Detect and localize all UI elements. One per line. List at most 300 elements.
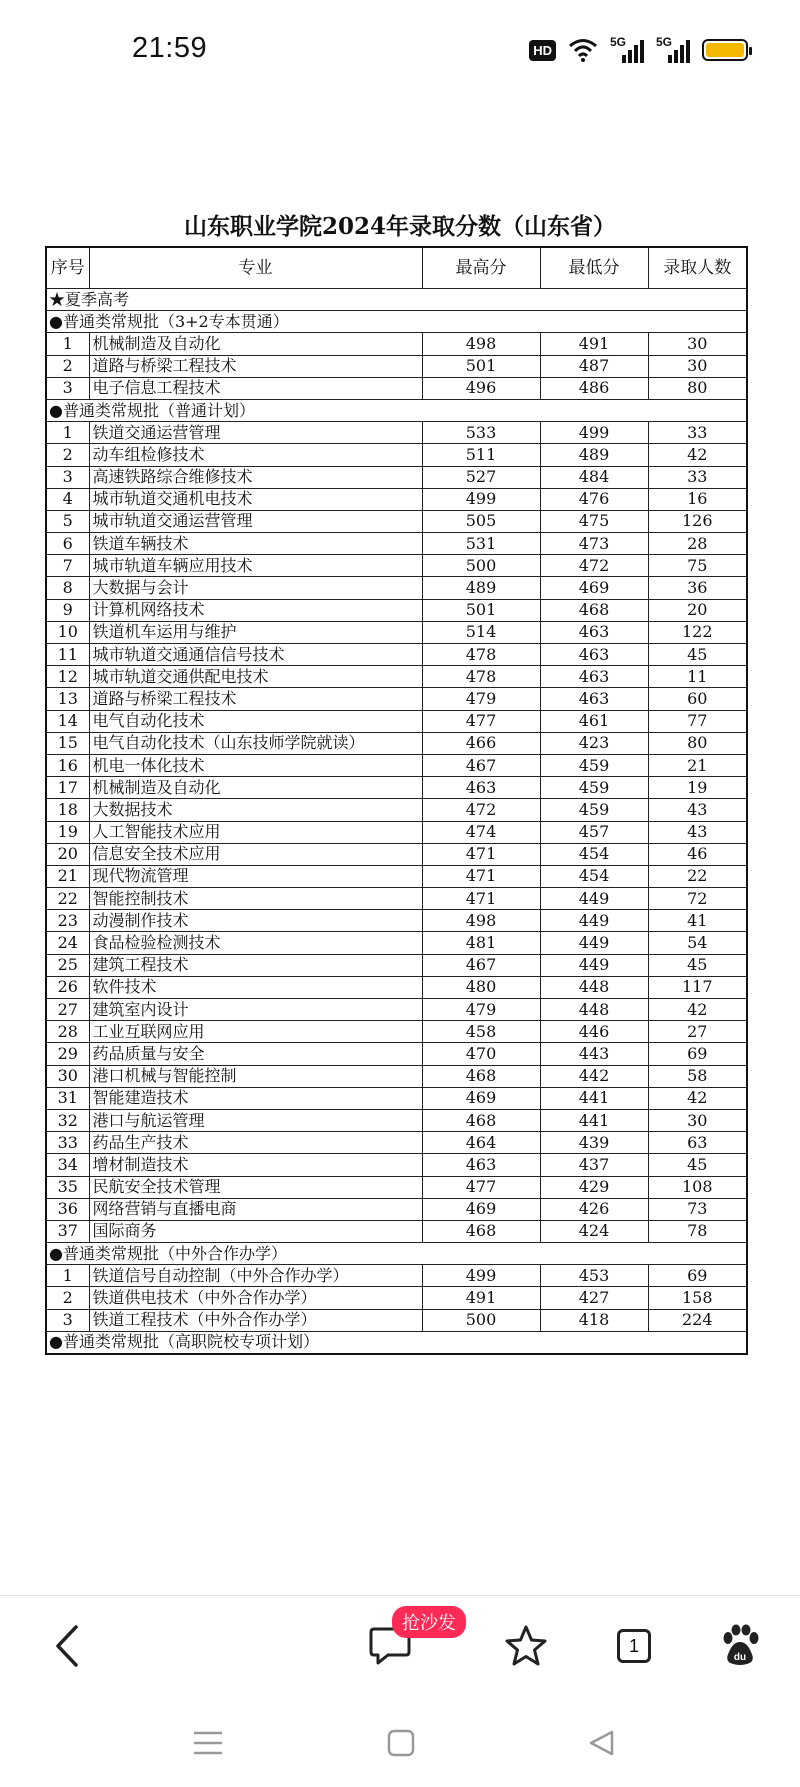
- cell-admit-count: 28: [648, 533, 747, 555]
- cell-admit-count: 122: [648, 621, 747, 643]
- cell-seq: 1: [46, 1265, 89, 1287]
- cell-major: 铁道供电技术（中外合作办学）: [89, 1287, 422, 1309]
- cell-max-score: 500: [422, 555, 540, 577]
- cell-major: 动漫制作技术: [89, 910, 422, 932]
- cell-admit-count: 42: [648, 1087, 747, 1109]
- cell-max-score: 471: [422, 843, 540, 865]
- table-row: [46, 799, 747, 821]
- cell-max-score: 499: [422, 1265, 540, 1287]
- table-row: [46, 533, 747, 555]
- cell-major: 网络营销与直播电商: [89, 1198, 422, 1220]
- table-row: [46, 1265, 747, 1287]
- home-button[interactable]: [386, 1728, 416, 1758]
- cell-seq: 3: [46, 377, 89, 399]
- cell-seq: 3: [46, 466, 89, 488]
- cell-min-score: 418: [540, 1309, 648, 1331]
- menu-icon: [190, 1728, 226, 1758]
- cell-admit-count: 20: [648, 599, 747, 621]
- cell-max-score: 531: [422, 533, 540, 555]
- table-row: [46, 444, 747, 466]
- cell-min-score: 484: [540, 466, 648, 488]
- cell-major: 大数据技术: [89, 799, 422, 821]
- cell-max-score: 469: [422, 1087, 540, 1109]
- table-row: [46, 422, 747, 444]
- cell-major: 城市轨道交通通信信号技术: [89, 644, 422, 666]
- cell-max-score: 466: [422, 732, 540, 754]
- cell-max-score: 480: [422, 976, 540, 998]
- cell-min-score: 463: [540, 644, 648, 666]
- cell-seq: 21: [46, 865, 89, 887]
- cell-major: 高速铁路综合维修技术: [89, 466, 422, 488]
- cell-admit-count: 75: [648, 555, 747, 577]
- table-row: [46, 843, 747, 865]
- cell-seq: 10: [46, 621, 89, 643]
- cell-seq: 12: [46, 666, 89, 688]
- cell-major: 民航安全技术管理: [89, 1176, 422, 1198]
- cell-admit-count: 43: [648, 821, 747, 843]
- cell-seq: 6: [46, 533, 89, 555]
- cell-seq: 5: [46, 510, 89, 532]
- cell-admit-count: 58: [648, 1065, 747, 1087]
- table-row: [46, 577, 747, 599]
- cell-min-score: 426: [540, 1198, 648, 1220]
- cell-seq: 8: [46, 577, 89, 599]
- cell-seq: 32: [46, 1109, 89, 1131]
- cell-seq: 2: [46, 444, 89, 466]
- cell-min-score: 463: [540, 621, 648, 643]
- cell-max-score: 500: [422, 1309, 540, 1331]
- cell-min-score: 437: [540, 1154, 648, 1176]
- category-label: ★夏季高考: [46, 289, 747, 311]
- cell-major: 铁道信号自动控制（中外合作办学）: [89, 1265, 422, 1287]
- cell-max-score: 477: [422, 710, 540, 732]
- cell-max-score: 499: [422, 488, 540, 510]
- cell-min-score: 486: [540, 377, 648, 399]
- table-row: [46, 355, 747, 377]
- cell-major: 机电一体化技术: [89, 754, 422, 776]
- cell-admit-count: 22: [648, 865, 747, 887]
- cell-admit-count: 60: [648, 688, 747, 710]
- cell-min-score: 489: [540, 444, 648, 466]
- cell-seq: 3: [46, 1309, 89, 1331]
- cell-max-score: 479: [422, 999, 540, 1021]
- cell-major: 港口与航运管理: [89, 1109, 422, 1131]
- cell-max-score: 463: [422, 777, 540, 799]
- table-row: [46, 666, 747, 688]
- cell-seq: 2: [46, 1287, 89, 1309]
- cell-admit-count: 69: [648, 1265, 747, 1287]
- cell-min-score: 449: [540, 954, 648, 976]
- table-row: [46, 1109, 747, 1131]
- cell-seq: 19: [46, 821, 89, 843]
- table-row: [46, 732, 747, 754]
- cell-admit-count: 45: [648, 1154, 747, 1176]
- section-title: ●普通类常规批（高职院校专项计划）: [46, 1331, 747, 1354]
- cell-seq: 24: [46, 932, 89, 954]
- cell-max-score: 498: [422, 333, 540, 355]
- cell-major: 铁道机车运用与维护: [89, 621, 422, 643]
- table-row: [46, 999, 747, 1021]
- cell-max-score: 511: [422, 444, 540, 466]
- cell-admit-count: 21: [648, 754, 747, 776]
- cell-major: 城市轨道交通机电技术: [89, 488, 422, 510]
- favorite-button[interactable]: [498, 1618, 554, 1674]
- admission-scores-table: [45, 246, 748, 1355]
- table-row: [46, 333, 747, 355]
- table-row: [46, 910, 747, 932]
- cell-min-score: 424: [540, 1220, 648, 1242]
- cell-major: 电气自动化技术: [89, 710, 422, 732]
- cell-admit-count: 78: [648, 1220, 747, 1242]
- cell-seq: 25: [46, 954, 89, 976]
- cell-max-score: 464: [422, 1132, 540, 1154]
- table-row: [46, 688, 747, 710]
- tabs-button[interactable]: [606, 1618, 662, 1674]
- cell-min-score: 472: [540, 555, 648, 577]
- cell-max-score: 477: [422, 1176, 540, 1198]
- cell-admit-count: 33: [648, 422, 747, 444]
- cell-max-score: 471: [422, 865, 540, 887]
- cell-max-score: 478: [422, 644, 540, 666]
- cell-seq: 11: [46, 644, 89, 666]
- cell-seq: 35: [46, 1176, 89, 1198]
- cell-max-score: 479: [422, 688, 540, 710]
- cell-max-score: 481: [422, 932, 540, 954]
- table-row: [46, 377, 747, 399]
- cell-admit-count: 43: [648, 799, 747, 821]
- cell-major: 港口机械与智能控制: [89, 1065, 422, 1087]
- cell-admit-count: 224: [648, 1309, 747, 1331]
- cell-min-score: 446: [540, 1021, 648, 1043]
- cell-max-score: 478: [422, 666, 540, 688]
- cell-seq: 2: [46, 355, 89, 377]
- table-row: [46, 599, 747, 621]
- hd-icon: HD: [529, 40, 556, 61]
- cell-seq: 13: [46, 688, 89, 710]
- cell-admit-count: 73: [648, 1198, 747, 1220]
- cell-major: 食品检验检测技术: [89, 932, 422, 954]
- battery-icon: [702, 39, 748, 61]
- cell-major: 建筑室内设计: [89, 999, 422, 1021]
- table-body: [46, 289, 747, 1355]
- cell-min-score: 449: [540, 910, 648, 932]
- cell-min-score: 459: [540, 777, 648, 799]
- table-row: [46, 1176, 747, 1198]
- table-row: [46, 555, 747, 577]
- cell-min-score: 468: [540, 599, 648, 621]
- cell-admit-count: 30: [648, 355, 747, 377]
- cell-max-score: 505: [422, 510, 540, 532]
- cell-major: 动车组检修技术: [89, 444, 422, 466]
- home-square-icon: [386, 1728, 416, 1758]
- cell-seq: 28: [46, 1021, 89, 1043]
- cell-seq: 15: [46, 732, 89, 754]
- back-triangle-icon: [586, 1728, 616, 1758]
- section-header-row: [46, 311, 747, 333]
- cell-max-score: 467: [422, 954, 540, 976]
- table-row: [46, 1021, 747, 1043]
- cell-max-score: 501: [422, 355, 540, 377]
- back-button[interactable]: [42, 1618, 92, 1674]
- cell-admit-count: 42: [648, 999, 747, 1021]
- cell-admit-count: 33: [648, 466, 747, 488]
- cell-seq: 29: [46, 1043, 89, 1065]
- cell-max-score: 463: [422, 1154, 540, 1176]
- cell-min-score: 469: [540, 577, 648, 599]
- cell-admit-count: 41: [648, 910, 747, 932]
- cell-min-score: 499: [540, 422, 648, 444]
- cell-max-score: 498: [422, 910, 540, 932]
- cell-admit-count: 16: [648, 488, 747, 510]
- cell-admit-count: 42: [648, 444, 747, 466]
- cell-major: 道路与桥梁工程技术: [89, 688, 422, 710]
- cell-max-score: 471: [422, 888, 540, 910]
- table-row: [46, 1287, 747, 1309]
- cell-admit-count: 63: [648, 1132, 747, 1154]
- svg-text:du: du: [733, 1652, 747, 1663]
- cell-seq: 14: [46, 710, 89, 732]
- table-row: [46, 644, 747, 666]
- cell-major: 电子信息工程技术: [89, 377, 422, 399]
- table-row: [46, 1220, 747, 1242]
- cell-admit-count: 30: [648, 333, 747, 355]
- cell-max-score: 472: [422, 799, 540, 821]
- cell-admit-count: 126: [648, 510, 747, 532]
- cell-admit-count: 77: [648, 710, 747, 732]
- cell-major: 铁道工程技术（中外合作办学）: [89, 1309, 422, 1331]
- cell-min-score: 487: [540, 355, 648, 377]
- cell-max-score: 496: [422, 377, 540, 399]
- cell-min-score: 453: [540, 1265, 648, 1287]
- cell-major: 机械制造及自动化: [89, 777, 422, 799]
- cell-major: 大数据与会计: [89, 577, 422, 599]
- document-title: 山东职业学院2024年录取分数（山东省）: [183, 213, 616, 240]
- table-row: [46, 888, 747, 910]
- cell-major: 电气自动化技术（山东技师学院就读）: [89, 732, 422, 754]
- table-row: [46, 466, 747, 488]
- cell-admit-count: 11: [648, 666, 747, 688]
- cell-min-score: 449: [540, 888, 648, 910]
- cell-admit-count: 45: [648, 644, 747, 666]
- cell-min-score: 429: [540, 1176, 648, 1198]
- cell-seq: 9: [46, 599, 89, 621]
- table-row: [46, 1065, 747, 1087]
- cell-seq: 33: [46, 1132, 89, 1154]
- table-row: [46, 1309, 747, 1331]
- cell-admit-count: 19: [648, 777, 747, 799]
- wifi-icon: [568, 38, 598, 62]
- header-count: 录取人数: [648, 247, 747, 289]
- cell-admit-count: 72: [648, 888, 747, 910]
- cell-major: 道路与桥梁工程技术: [89, 355, 422, 377]
- table-row: [46, 777, 747, 799]
- cell-min-score: 459: [540, 799, 648, 821]
- cell-seq: 7: [46, 555, 89, 577]
- baidu-paw-icon: [719, 1624, 761, 1668]
- cell-min-score: 459: [540, 754, 648, 776]
- cell-admit-count: 54: [648, 932, 747, 954]
- cell-min-score: 463: [540, 666, 648, 688]
- cell-seq: 26: [46, 976, 89, 998]
- table-row: [46, 510, 747, 532]
- cell-admit-count: 80: [648, 732, 747, 754]
- section-header-row: [46, 399, 747, 421]
- cell-seq: 17: [46, 777, 89, 799]
- cell-admit-count: 30: [648, 1109, 747, 1131]
- table-row: [46, 932, 747, 954]
- cell-major: 信息安全技术应用: [89, 843, 422, 865]
- cell-seq: 30: [46, 1065, 89, 1087]
- cell-admit-count: 46: [648, 843, 747, 865]
- section-title: ●普通类常规批（普通计划）: [46, 399, 747, 421]
- menu-button[interactable]: [190, 1728, 226, 1758]
- cell-seq: 16: [46, 754, 89, 776]
- cell-major: 铁道车辆技术: [89, 533, 422, 555]
- cell-max-score: 469: [422, 1198, 540, 1220]
- cell-min-score: 457: [540, 821, 648, 843]
- status-bar: [0, 0, 800, 100]
- cell-min-score: 443: [540, 1043, 648, 1065]
- comment-badge: 抢沙发: [392, 1606, 466, 1638]
- table-row: [46, 976, 747, 998]
- cell-major: 药品质量与安全: [89, 1043, 422, 1065]
- section-header-row: [46, 1243, 747, 1265]
- cell-max-score: 514: [422, 621, 540, 643]
- table-row: [46, 1087, 747, 1109]
- cell-max-score: 527: [422, 466, 540, 488]
- cell-min-score: 473: [540, 533, 648, 555]
- cell-admit-count: 117: [648, 976, 747, 998]
- table-row: [46, 1198, 747, 1220]
- cell-min-score: 449: [540, 932, 648, 954]
- cell-max-score: 470: [422, 1043, 540, 1065]
- system-back-button[interactable]: [586, 1728, 616, 1758]
- cell-admit-count: 158: [648, 1287, 747, 1309]
- header-min: 最低分: [540, 247, 648, 289]
- header-major: 专业: [89, 247, 422, 289]
- star-icon: [504, 1624, 548, 1668]
- cell-max-score: 468: [422, 1220, 540, 1242]
- table-row: [46, 1043, 747, 1065]
- header-max: 最高分: [422, 247, 540, 289]
- cell-major: 人工智能技术应用: [89, 821, 422, 843]
- cell-major: 智能建造技术: [89, 1087, 422, 1109]
- cell-max-score: 474: [422, 821, 540, 843]
- table-row: [46, 865, 747, 887]
- category-row: [46, 289, 747, 311]
- cell-admit-count: 45: [648, 954, 747, 976]
- cell-major: 增材制造技术: [89, 1154, 422, 1176]
- cell-seq: 31: [46, 1087, 89, 1109]
- cell-major: 现代物流管理: [89, 865, 422, 887]
- cell-min-score: 442: [540, 1065, 648, 1087]
- cell-min-score: 476: [540, 488, 648, 510]
- cell-major: 机械制造及自动化: [89, 333, 422, 355]
- cell-major: 建筑工程技术: [89, 954, 422, 976]
- cell-admit-count: 27: [648, 1021, 747, 1043]
- cell-seq: 1: [46, 422, 89, 444]
- cell-min-score: 454: [540, 865, 648, 887]
- table-row: [46, 488, 747, 510]
- table-header-row: [46, 247, 747, 289]
- cell-max-score: 468: [422, 1065, 540, 1087]
- baidu-button[interactable]: [712, 1618, 768, 1674]
- cell-admit-count: 108: [648, 1176, 747, 1198]
- cell-signal-icon-2: 5G: [656, 37, 690, 63]
- table-row: [46, 1132, 747, 1154]
- cell-major: 计算机网络技术: [89, 599, 422, 621]
- cell-seq: 20: [46, 843, 89, 865]
- section-title: ●普通类常规批（3+2专本贯通）: [46, 311, 747, 333]
- cell-admit-count: 69: [648, 1043, 747, 1065]
- cell-min-score: 491: [540, 333, 648, 355]
- cell-min-score: 463: [540, 688, 648, 710]
- cell-min-score: 427: [540, 1287, 648, 1309]
- cell-max-score: 491: [422, 1287, 540, 1309]
- cell-seq: 23: [46, 910, 89, 932]
- cell-max-score: 489: [422, 577, 540, 599]
- cell-admit-count: 36: [648, 577, 747, 599]
- cell-max-score: 467: [422, 754, 540, 776]
- cell-seq: 37: [46, 1220, 89, 1242]
- cell-min-score: 475: [540, 510, 648, 532]
- cell-major: 城市轨道交通供配电技术: [89, 666, 422, 688]
- cell-seq: 27: [46, 999, 89, 1021]
- cell-major: 软件技术: [89, 976, 422, 998]
- cell-admit-count: 80: [648, 377, 747, 399]
- cell-seq: 1: [46, 333, 89, 355]
- cell-min-score: 448: [540, 976, 648, 998]
- cell-seq: 22: [46, 888, 89, 910]
- cell-signal-icon: 5G: [610, 37, 644, 63]
- cell-min-score: 439: [540, 1132, 648, 1154]
- cell-major: 城市轨道车辆应用技术: [89, 555, 422, 577]
- cell-min-score: 454: [540, 843, 648, 865]
- cell-max-score: 501: [422, 599, 540, 621]
- table-row: [46, 710, 747, 732]
- cell-major: 药品生产技术: [89, 1132, 422, 1154]
- cell-min-score: 448: [540, 999, 648, 1021]
- tab-count-icon: 1: [617, 1629, 651, 1663]
- cell-min-score: 461: [540, 710, 648, 732]
- table-row: [46, 621, 747, 643]
- status-icons: [529, 36, 748, 64]
- clock: 21:59: [132, 32, 208, 64]
- cell-seq: 36: [46, 1198, 89, 1220]
- cell-seq: 18: [46, 799, 89, 821]
- system-navigation-bar: [0, 1700, 800, 1787]
- cell-seq: 34: [46, 1154, 89, 1176]
- cell-min-score: 423: [540, 732, 648, 754]
- section-title: ●普通类常规批（中外合作办学）: [46, 1243, 747, 1265]
- cell-min-score: 441: [540, 1109, 648, 1131]
- table-row: [46, 1154, 747, 1176]
- cell-major: 国际商务: [89, 1220, 422, 1242]
- cell-major: 智能控制技术: [89, 888, 422, 910]
- cell-major: 城市轨道交通运营管理: [89, 510, 422, 532]
- cell-major: 工业互联网应用: [89, 1021, 422, 1043]
- cell-max-score: 458: [422, 1021, 540, 1043]
- header-seq: 序号: [46, 247, 89, 289]
- cell-max-score: 468: [422, 1109, 540, 1131]
- table-row: [46, 754, 747, 776]
- table-row: [46, 954, 747, 976]
- cell-seq: 4: [46, 488, 89, 510]
- section-header-row: [46, 1331, 747, 1354]
- cell-major: 铁道交通运营管理: [89, 422, 422, 444]
- cell-min-score: 441: [540, 1087, 648, 1109]
- cell-max-score: 533: [422, 422, 540, 444]
